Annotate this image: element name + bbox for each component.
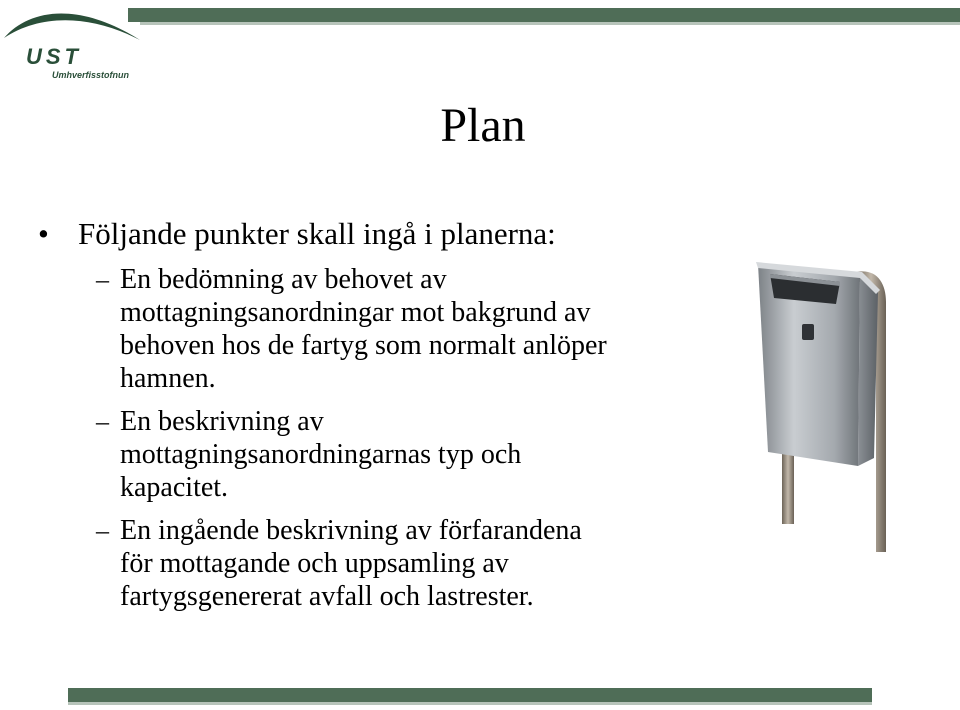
top-decorative-bar-light (140, 22, 960, 25)
main-bullet-text: Följande punkter skall ingå i planerna: (78, 216, 556, 251)
logo-mark: UST (26, 44, 82, 69)
bottom-decorative-bar (68, 688, 872, 702)
sub-bullet-text: En ingående beskrivning av förfarandena för mottagande och uppsamling av fartygsgenererat avfall och lastrester. (120, 515, 582, 612)
bin-side (858, 274, 878, 466)
ust-logo (0, 0, 150, 90)
sub-bullet-item (96, 514, 736, 613)
logo-swoosh-icon (4, 13, 140, 40)
bin-lock (802, 324, 814, 340)
dash-icon: – (96, 516, 109, 545)
bottom-decorative-bar-light (68, 702, 872, 705)
slide-title: Plan (440, 99, 526, 152)
sub-bullet-list (96, 263, 736, 623)
top-decorative-bar (128, 8, 960, 22)
waste-bin-icon (748, 252, 908, 556)
dash-icon: – (96, 265, 109, 294)
sub-bullet-item (96, 263, 736, 395)
sub-bullet-item (96, 405, 736, 504)
dash-icon: – (96, 407, 109, 436)
bullet-dot-icon: • (38, 216, 49, 251)
sub-bullet-text: En beskrivning av mottagningsanordningarnas typ och kapacitet. (120, 406, 522, 503)
logo-subtitle: Umhverfisstofnun (52, 70, 130, 80)
sub-bullet-text: En bedömning av behovet av mottagningsanordningar mot bakgrund av behoven hos de fartyg som normalt anlöper hamnen. (120, 264, 607, 394)
